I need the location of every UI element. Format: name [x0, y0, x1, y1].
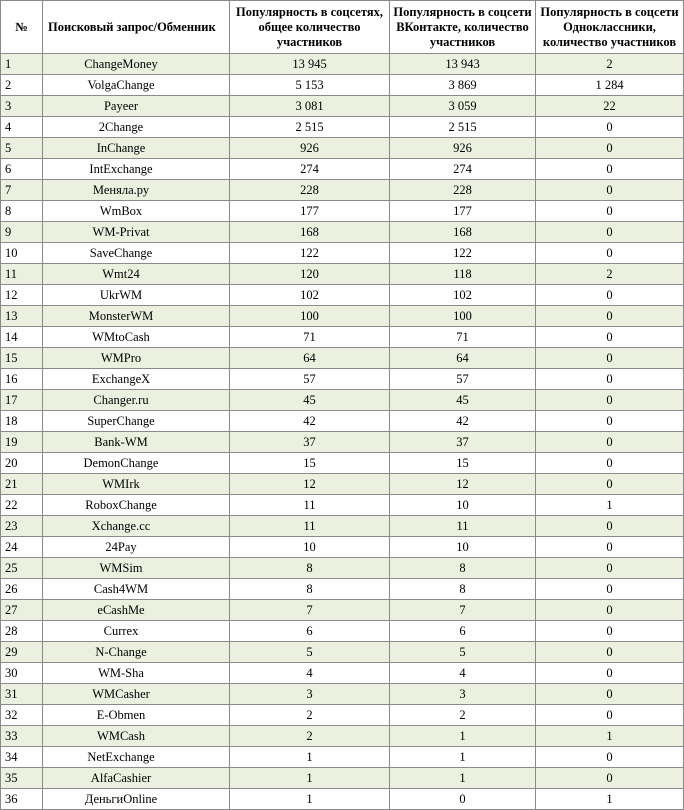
ok-count: 0 [536, 453, 684, 474]
total-count: 5 [230, 642, 390, 663]
total-count: 228 [230, 180, 390, 201]
row-number: 23 [1, 516, 43, 537]
row-number: 26 [1, 579, 43, 600]
exchanger-name: NetExchange [43, 747, 230, 768]
total-count: 10 [230, 537, 390, 558]
vk-count: 8 [390, 579, 536, 600]
table-row [1, 642, 684, 663]
total-count: 5 153 [230, 75, 390, 96]
ok-count: 0 [536, 537, 684, 558]
row-number: 7 [1, 180, 43, 201]
vk-count: 4 [390, 663, 536, 684]
total-count: 8 [230, 579, 390, 600]
table-row [1, 474, 684, 495]
total-count: 2 [230, 705, 390, 726]
exchanger-name: WMtoCash [43, 327, 230, 348]
vk-count: 13 943 [390, 54, 536, 75]
total-count: 274 [230, 159, 390, 180]
table-row [1, 789, 684, 810]
table-row [1, 285, 684, 306]
total-count: 6 [230, 621, 390, 642]
exchanger-name: N-Change [43, 642, 230, 663]
vk-count: 3 059 [390, 96, 536, 117]
exchanger-name: Bank-WM [43, 432, 230, 453]
exchanger-name: WM-Privat [43, 222, 230, 243]
exchanger-name: MonsterWM [43, 306, 230, 327]
ok-count: 0 [536, 159, 684, 180]
total-count: 102 [230, 285, 390, 306]
table-row [1, 306, 684, 327]
table-row [1, 159, 684, 180]
total-count: 1 [230, 789, 390, 810]
ok-count: 0 [536, 348, 684, 369]
total-count: 168 [230, 222, 390, 243]
exchanger-name: DemonChange [43, 453, 230, 474]
vk-count: 64 [390, 348, 536, 369]
table-row [1, 138, 684, 159]
table-row [1, 327, 684, 348]
exchanger-name: ExchangeX [43, 369, 230, 390]
ok-count: 0 [536, 222, 684, 243]
row-number: 28 [1, 621, 43, 642]
table-row [1, 348, 684, 369]
vk-count: 2 [390, 705, 536, 726]
exchanger-name: E-Obmen [43, 705, 230, 726]
exchanger-name: WMCasher [43, 684, 230, 705]
table-row [1, 369, 684, 390]
exchanger-name: ДеньгиOnline [43, 789, 230, 810]
ok-count: 0 [536, 201, 684, 222]
exchanger-name: ChangeMoney [43, 54, 230, 75]
vk-count: 10 [390, 495, 536, 516]
vk-count: 274 [390, 159, 536, 180]
ok-count: 0 [536, 705, 684, 726]
vk-count: 11 [390, 516, 536, 537]
ok-count: 0 [536, 369, 684, 390]
total-count: 11 [230, 516, 390, 537]
ok-count: 0 [536, 747, 684, 768]
ok-count: 0 [536, 600, 684, 621]
ok-count: 0 [536, 768, 684, 789]
vk-count: 42 [390, 411, 536, 432]
ok-count: 1 284 [536, 75, 684, 96]
vk-count: 100 [390, 306, 536, 327]
exchanger-name: Меняла.ру [43, 180, 230, 201]
ok-count: 0 [536, 390, 684, 411]
exchanger-name: WM-Sha [43, 663, 230, 684]
vk-count: 118 [390, 264, 536, 285]
table-row [1, 537, 684, 558]
table-row [1, 222, 684, 243]
table-row [1, 747, 684, 768]
row-number: 21 [1, 474, 43, 495]
ok-count: 0 [536, 117, 684, 138]
total-count: 100 [230, 306, 390, 327]
ok-count: 0 [536, 684, 684, 705]
vk-count: 45 [390, 390, 536, 411]
table-row [1, 54, 684, 75]
exchanger-name: Xchange.cc [43, 516, 230, 537]
table-row [1, 726, 684, 747]
ok-count: 0 [536, 180, 684, 201]
row-number: 36 [1, 789, 43, 810]
total-count: 122 [230, 243, 390, 264]
row-number: 27 [1, 600, 43, 621]
exchanger-name: WmBox [43, 201, 230, 222]
row-number: 8 [1, 201, 43, 222]
table-row [1, 579, 684, 600]
header-query-exchanger: Поисковый запрос/Обменник [43, 1, 230, 54]
total-count: 45 [230, 390, 390, 411]
ok-count: 0 [536, 579, 684, 600]
exchanger-name: eCashMe [43, 600, 230, 621]
ok-count: 0 [536, 621, 684, 642]
total-count: 120 [230, 264, 390, 285]
total-count: 11 [230, 495, 390, 516]
table-row [1, 663, 684, 684]
total-count: 926 [230, 138, 390, 159]
vk-count: 1 [390, 747, 536, 768]
vk-count: 57 [390, 369, 536, 390]
vk-count: 228 [390, 180, 536, 201]
total-count: 71 [230, 327, 390, 348]
exchanger-name: InChange [43, 138, 230, 159]
table-row [1, 390, 684, 411]
total-count: 2 515 [230, 117, 390, 138]
row-number: 33 [1, 726, 43, 747]
header-vk-popularity: Популярность в соцсети ВКонтакте, количество участников [390, 1, 536, 54]
table-row [1, 432, 684, 453]
ok-count: 1 [536, 726, 684, 747]
total-count: 2 [230, 726, 390, 747]
row-number: 12 [1, 285, 43, 306]
vk-count: 122 [390, 243, 536, 264]
row-number: 14 [1, 327, 43, 348]
vk-count: 8 [390, 558, 536, 579]
exchanger-name: Cash4WM [43, 579, 230, 600]
exchanger-name: WMSim [43, 558, 230, 579]
row-number: 30 [1, 663, 43, 684]
total-count: 15 [230, 453, 390, 474]
table-row [1, 96, 684, 117]
row-number: 9 [1, 222, 43, 243]
vk-count: 3 869 [390, 75, 536, 96]
exchanger-name: WMIrk [43, 474, 230, 495]
vk-count: 102 [390, 285, 536, 306]
total-count: 1 [230, 747, 390, 768]
row-number: 34 [1, 747, 43, 768]
total-count: 12 [230, 474, 390, 495]
row-number: 18 [1, 411, 43, 432]
total-count: 3 081 [230, 96, 390, 117]
row-number: 19 [1, 432, 43, 453]
total-count: 37 [230, 432, 390, 453]
ok-count: 0 [536, 411, 684, 432]
ok-count: 0 [536, 642, 684, 663]
vk-count: 926 [390, 138, 536, 159]
exchanger-name: WMCash [43, 726, 230, 747]
row-number: 25 [1, 558, 43, 579]
header-total-popularity: Популярность в соцсетях, общее количество участников [230, 1, 390, 54]
ok-count: 0 [536, 432, 684, 453]
total-count: 177 [230, 201, 390, 222]
row-number: 1 [1, 54, 43, 75]
header-number: № [1, 1, 43, 54]
row-number: 32 [1, 705, 43, 726]
vk-count: 7 [390, 600, 536, 621]
table-row [1, 621, 684, 642]
vk-count: 6 [390, 621, 536, 642]
total-count: 1 [230, 768, 390, 789]
ok-count: 0 [536, 138, 684, 159]
ok-count: 1 [536, 789, 684, 810]
row-number: 22 [1, 495, 43, 516]
row-number: 11 [1, 264, 43, 285]
vk-count: 12 [390, 474, 536, 495]
exchanger-name: VolgaChange [43, 75, 230, 96]
vk-count: 2 515 [390, 117, 536, 138]
table-row [1, 117, 684, 138]
table-row [1, 768, 684, 789]
exchanger-name: AlfaCashier [43, 768, 230, 789]
table-row [1, 684, 684, 705]
vk-count: 37 [390, 432, 536, 453]
row-number: 20 [1, 453, 43, 474]
ok-count: 0 [536, 558, 684, 579]
vk-count: 168 [390, 222, 536, 243]
row-number: 6 [1, 159, 43, 180]
row-number: 17 [1, 390, 43, 411]
vk-count: 1 [390, 768, 536, 789]
exchanger-name: Changer.ru [43, 390, 230, 411]
total-count: 64 [230, 348, 390, 369]
row-number: 16 [1, 369, 43, 390]
total-count: 42 [230, 411, 390, 432]
ok-count: 0 [536, 243, 684, 264]
table-row [1, 180, 684, 201]
ok-count: 0 [536, 516, 684, 537]
total-count: 3 [230, 684, 390, 705]
exchanger-name: SaveChange [43, 243, 230, 264]
ok-count: 2 [536, 54, 684, 75]
exchanger-name: Payeer [43, 96, 230, 117]
table-row [1, 600, 684, 621]
vk-count: 15 [390, 453, 536, 474]
exchanger-name: Wmt24 [43, 264, 230, 285]
table-row [1, 411, 684, 432]
total-count: 13 945 [230, 54, 390, 75]
exchanger-name: SuperChange [43, 411, 230, 432]
row-number: 4 [1, 117, 43, 138]
exchanger-name: Currex [43, 621, 230, 642]
total-count: 8 [230, 558, 390, 579]
table-row [1, 516, 684, 537]
exchanger-name: IntExchange [43, 159, 230, 180]
row-number: 10 [1, 243, 43, 264]
row-number: 13 [1, 306, 43, 327]
ok-count: 2 [536, 264, 684, 285]
vk-count: 71 [390, 327, 536, 348]
total-count: 4 [230, 663, 390, 684]
table-row [1, 75, 684, 96]
table-body [1, 54, 684, 810]
header-ok-popularity: Популярность в соцсети Одноклассники, количество участников [536, 1, 684, 54]
vk-count: 5 [390, 642, 536, 663]
vk-count: 0 [390, 789, 536, 810]
vk-count: 10 [390, 537, 536, 558]
total-count: 7 [230, 600, 390, 621]
header-row [1, 1, 684, 54]
exchanger-name: WMPro [43, 348, 230, 369]
ok-count: 22 [536, 96, 684, 117]
row-number: 5 [1, 138, 43, 159]
total-count: 57 [230, 369, 390, 390]
exchanger-name: 24Pay [43, 537, 230, 558]
row-number: 2 [1, 75, 43, 96]
row-number: 31 [1, 684, 43, 705]
exchanger-name: RoboxChange [43, 495, 230, 516]
table-row [1, 243, 684, 264]
vk-count: 1 [390, 726, 536, 747]
exchanger-name: UkrWM [43, 285, 230, 306]
ok-count: 0 [536, 663, 684, 684]
ok-count: 0 [536, 285, 684, 306]
row-number: 15 [1, 348, 43, 369]
vk-count: 177 [390, 201, 536, 222]
row-number: 35 [1, 768, 43, 789]
ok-count: 0 [536, 327, 684, 348]
table-row [1, 495, 684, 516]
ok-count: 0 [536, 306, 684, 327]
row-number: 24 [1, 537, 43, 558]
table-row [1, 201, 684, 222]
row-number: 3 [1, 96, 43, 117]
ok-count: 1 [536, 495, 684, 516]
table-row [1, 705, 684, 726]
row-number: 29 [1, 642, 43, 663]
ok-count: 0 [536, 474, 684, 495]
table-row [1, 558, 684, 579]
exchanger-name: 2Change [43, 117, 230, 138]
table-row [1, 453, 684, 474]
table-row [1, 264, 684, 285]
vk-count: 3 [390, 684, 536, 705]
